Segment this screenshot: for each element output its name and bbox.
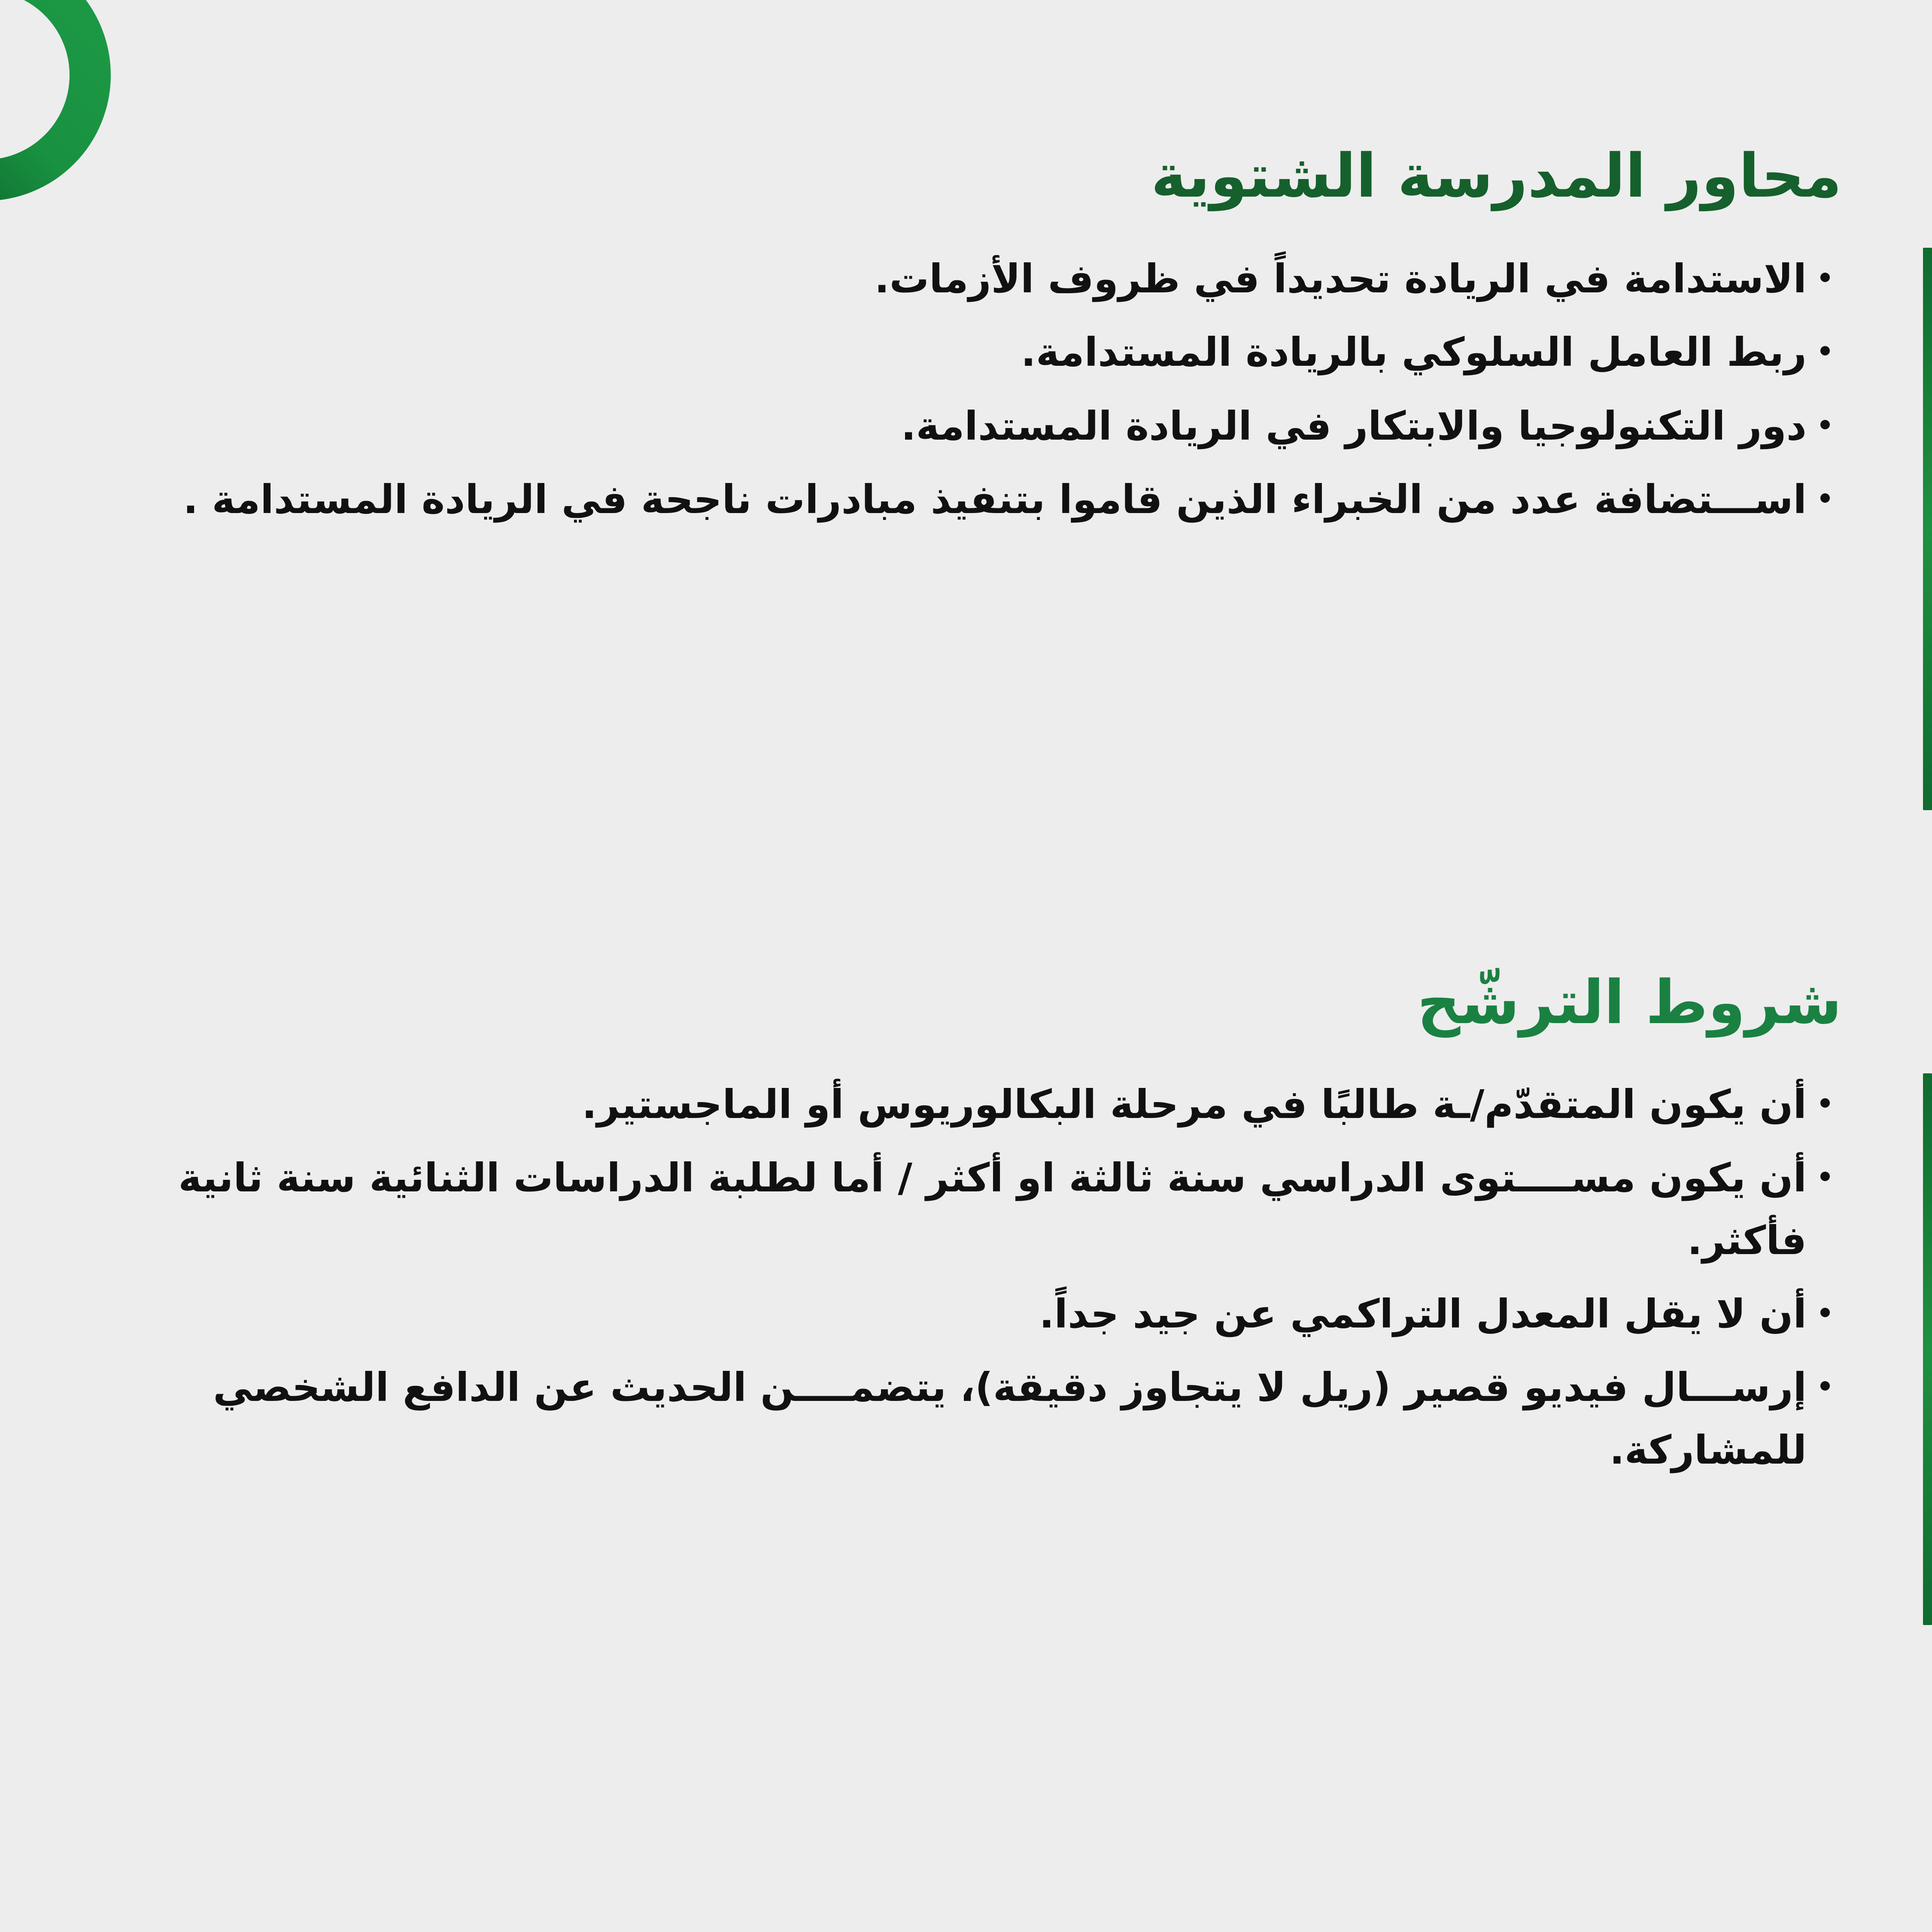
section-axes-list-block bbox=[0, 248, 1932, 531]
list-item-text: أن لا يقل المعدل التراكمي عن جيد جداً. bbox=[1039, 1291, 1807, 1337]
list-item bbox=[142, 1147, 1833, 1272]
list-item-text: دور التكنولوجيا والابتكار في الريادة المستدامة. bbox=[901, 403, 1807, 449]
section-terms-accent-rule bbox=[1923, 1073, 1932, 1625]
section-terms bbox=[0, 968, 1932, 1481]
list-item-text: ربط العامل السلوكي بالريادة المستدامة. bbox=[1021, 329, 1807, 376]
list-item bbox=[142, 395, 1833, 457]
bullet-dot-icon bbox=[1820, 1381, 1830, 1391]
list-item-text: إرســـال فيديو قصير (ريل لا يتجاوز دقيقة)، يتضمــــن الحديث عن الدافع الشخصي للمشاركة. bbox=[213, 1364, 1807, 1473]
bullet-dot-icon bbox=[1820, 1098, 1830, 1108]
section-terms-bullets bbox=[142, 1073, 1833, 1481]
section-terms-list-block bbox=[0, 1073, 1932, 1481]
bullet-dot-icon bbox=[1820, 273, 1830, 282]
section-axes-bullets bbox=[142, 248, 1833, 531]
section-axes bbox=[0, 142, 1932, 531]
bullet-dot-icon bbox=[1820, 346, 1830, 355]
list-item bbox=[142, 321, 1833, 383]
list-item-text: الاستدامة في الريادة تحديداً في ظروف الأزمات. bbox=[874, 256, 1807, 302]
list-item bbox=[142, 468, 1833, 531]
bullet-dot-icon bbox=[1820, 420, 1830, 429]
list-item bbox=[142, 248, 1833, 310]
list-item-text: اســـتضافة عدد من الخبراء الذين قاموا بتنفيذ مبادرات ناجحة في الريادة المستدامة . bbox=[183, 477, 1807, 523]
list-item-text: أن يكون المتقدّم/ـة طالبًا في مرحلة البكالوريوس أو الماجستير. bbox=[582, 1081, 1807, 1127]
section-terms-heading: شروط الترشّح bbox=[1417, 968, 1842, 1038]
list-item bbox=[142, 1073, 1833, 1136]
bullet-dot-icon bbox=[1820, 1172, 1830, 1181]
section-axes-heading: محاور المدرسة الشتوية bbox=[1151, 141, 1842, 211]
section-axes-accent-rule bbox=[1923, 248, 1932, 810]
list-item bbox=[142, 1283, 1833, 1345]
list-item-text: أن يكون مســــتوى الدراسي سنة ثالثة او أكثر / أما لطلبة الدراسات الثنائية سنة ثانية فأكثر. bbox=[178, 1155, 1807, 1264]
bullet-dot-icon bbox=[1820, 1308, 1830, 1317]
list-item bbox=[142, 1356, 1833, 1481]
bullet-dot-icon bbox=[1820, 493, 1830, 503]
